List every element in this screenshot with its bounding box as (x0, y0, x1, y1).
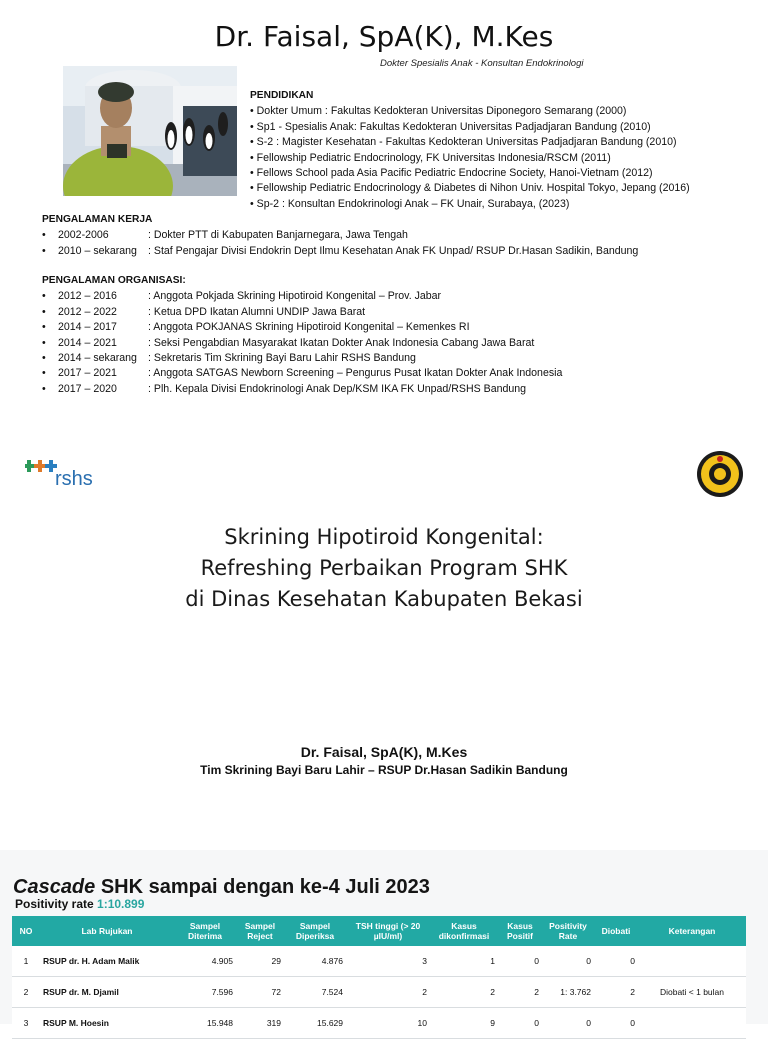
education-item: • Dokter Umum : Fakultas Kedokteran Universitas Diponegoro Semarang (2000) (250, 104, 760, 119)
title-line: Skrining Hipotiroid Kongenital: (224, 525, 544, 549)
org-text: : Anggota SATGAS Newborn Screening – Pengurus Pusat Ikatan Dokter Anak Indonesia (148, 367, 563, 380)
cell-treated: 0 (594, 1008, 638, 1039)
work-text: : Staf Pengajar Divisi Endokrin Dept Ilmu Kesehatan Anak FK Unpad/ RSUP Dr.Hasan Sadikin, Bandung (148, 244, 639, 257)
work-period: 2002-2006 (58, 229, 109, 242)
org-item: • 2014 – 2017 : Anggota POKJANAS Skrining Hipotiroid Kongenital – Kemenkes RI (42, 320, 742, 335)
col-header: TSH tinggi (> 20 µIU/ml) (346, 916, 430, 946)
unpad-seal (696, 450, 744, 498)
cell-reject: 29 (236, 946, 284, 977)
presentation-title (0, 522, 768, 615)
work-item: • 2002-2006 : Dokter PTT di Kabupaten Banjarnegara, Jawa Tengah (42, 228, 742, 243)
org-item: • 2014 – 2021 : Seksi Pengabdian Masyarakat Ikatan Dokter Anak Indonesia Cabang Jawa Barat (42, 336, 742, 351)
cell-lab: RSUP M. Hoesin (40, 1008, 174, 1039)
cell-received: 7.596 (174, 977, 236, 1008)
org-period: 2012 – 2016 (58, 290, 117, 303)
cell-tsh-high: 3 (346, 946, 430, 977)
education-heading: PENDIDIKAN (250, 90, 314, 101)
education-item: • Fellowship Pediatric Endocrinology, FK Universitas Indonesia/RSCM (2011) (250, 151, 760, 166)
col-header: Kasus Positif (498, 916, 542, 946)
presenter-team: Tim Skrining Bayi Baru Lahir – RSUP Dr.Hasan Sadikin Bandung (200, 763, 568, 777)
education-list (250, 104, 760, 212)
organization-heading: PENGALAMAN ORGANISASI: (42, 275, 186, 286)
org-text: : Anggota Pokjada Skrining Hipotiroid Kongenital – Prov. Jabar (148, 290, 442, 303)
table-header-row (12, 916, 746, 946)
cell-positive: 2 (498, 977, 542, 1008)
cell-confirmed: 1 (430, 946, 498, 977)
positivity-rate (15, 897, 144, 911)
cell-examined: 4.876 (284, 946, 346, 977)
cascade-table (12, 916, 746, 1039)
cell-notes: Diobati < 1 bulan (638, 977, 746, 1008)
portrait-photo (63, 66, 237, 196)
positivity-value: 1:10.899 (97, 897, 145, 911)
org-text: : Anggota POKJANAS Skrining Hipotiroid Kongenital – Kemenkes RI (148, 321, 470, 334)
education-item: • Fellowship Pediatric Endocrinology & Diabetes di Nihon Univ. Hospital Tokyo, Jepang (2016) (250, 181, 760, 196)
table-row (12, 977, 746, 1008)
title-italic: Cascade (13, 876, 96, 898)
cell-tsh-high: 2 (346, 977, 430, 1008)
cell-received: 15.948 (174, 1008, 236, 1039)
org-text: : Seksi Pengabdian Masyarakat Ikatan Dokter Anak Indonesia Cabang Jawa Barat (148, 336, 535, 349)
org-text: : Plh. Kepala Divisi Endokrinologi Anak Dep/KSM IKA FK Unpad/RSHS Bandung (148, 382, 527, 395)
cell-received: 4.905 (174, 946, 236, 977)
cell-treated: 0 (594, 946, 638, 977)
org-item: • 2017 – 2020 : Plh. Kepala Divisi Endokrinologi Anak Dep/KSM IKA FK Unpad/RSHS Bandung (42, 382, 742, 397)
cell-no: 2 (12, 977, 40, 1008)
col-header: Diobati (594, 916, 638, 946)
org-period: 2017 – 2020 (58, 382, 117, 395)
cell-lab: RSUP dr. M. Djamil (40, 977, 174, 1008)
col-header: Lab Rujukan (40, 916, 174, 946)
education-item: • Sp-2 : Konsultan Endokrinologi Anak – FK Unair, Surabaya, (2023) (250, 197, 760, 212)
cell-confirmed: 2 (430, 977, 498, 1008)
table-row (12, 1008, 746, 1039)
cell-treated: 2 (594, 977, 638, 1008)
title-line: di Dinas Kesehatan Kabupaten Bekasi (185, 587, 583, 611)
education-item: • Sp1 - Spesialis Anak: Fakultas Kedokteran Universitas Padjadjaran Bandung (2010) (250, 120, 760, 135)
org-text: : Sekretaris Tim Skrining Bayi Baru Lahir RSHS Bandung (148, 352, 416, 365)
cell-tsh-high: 10 (346, 1008, 430, 1039)
org-period: 2017 – 2021 (58, 367, 117, 380)
cell-notes (638, 946, 746, 977)
org-item: • 2014 – sekarang : Sekretaris Tim Skrining Bayi Baru Lahir RSHS Bandung (42, 351, 742, 366)
work-period: 2010 – sekarang (58, 244, 137, 257)
col-header: Sampel Reject (236, 916, 284, 946)
title-line: Refreshing Perbaikan Program SHK (200, 556, 568, 580)
col-header: Sampel Diperiksa (284, 916, 346, 946)
rshs-logo (25, 456, 115, 488)
cv-name: Dr. Faisal, SpA(K), M.Kes (214, 20, 554, 53)
education-item: • S-2 : Magister Kesehatan - Fakultas Kedokteran Universitas Padjadjaran Bandung (2010) (250, 135, 760, 150)
cell-positive: 0 (498, 1008, 542, 1039)
org-item: • 2012 – 2022 : Ketua DPD Ikatan Alumni UNDIP Jawa Barat (42, 305, 742, 320)
work-section (42, 212, 742, 259)
col-header: Sampel Diterima (174, 916, 236, 946)
rshs-logo-text: rshs (55, 468, 93, 488)
cell-examined: 15.629 (284, 1008, 346, 1039)
cell-reject: 72 (236, 977, 284, 1008)
col-header: Positivity Rate (542, 916, 594, 946)
cell-reject: 319 (236, 1008, 284, 1039)
education-item: • Fellows School pada Asia Pacific Pediatric Endocrine Society, Hanoi-Vietnam (2012) (250, 166, 760, 181)
org-period: 2014 – 2021 (58, 336, 117, 349)
org-item: • 2012 – 2016 : Anggota Pokjada Skrining Hipotiroid Kongenital – Prov. Jabar (42, 289, 742, 304)
org-period: 2014 – sekarang (58, 352, 137, 365)
cell-no: 1 (12, 946, 40, 977)
work-item: • 2010 – sekarang : Staf Pengajar Divisi Endokrin Dept Ilmu Kesehatan Anak FK Unpad/ RSUP Dr.Hasan Sadikin, Bandung (42, 244, 742, 259)
org-item: • 2017 – 2021 : Anggota SATGAS Newborn Screening – Pengurus Pusat Ikatan Dokter Anak Indonesia (42, 366, 742, 381)
org-period: 2014 – 2017 (58, 321, 117, 334)
organization-section (42, 273, 742, 397)
work-text: : Dokter PTT di Kabupaten Banjarnegara, Jawa Tengah (148, 229, 408, 242)
col-header: Kasus dikonfirmasi (430, 916, 498, 946)
org-period: 2012 – 2022 (58, 305, 117, 318)
col-header: Keterangan (638, 916, 746, 946)
cell-positivity-rate: 0 (542, 946, 594, 977)
cell-positivity-rate: 1: 3.762 (542, 977, 594, 1008)
title-rest: SHK sampai dengan ke-4 Juli 2023 (95, 876, 430, 898)
cell-no: 3 (12, 1008, 40, 1039)
cv-subtitle: Dokter Spesialis Anak - Konsultan Endokrinologi (380, 58, 584, 69)
education-section (250, 88, 760, 212)
work-heading: PENGALAMAN KERJA (42, 214, 153, 225)
cell-lab: RSUP dr. H. Adam Malik (40, 946, 174, 977)
cell-confirmed: 9 (430, 1008, 498, 1039)
positivity-label: Positivity rate (15, 897, 98, 911)
table-slide-title (13, 876, 430, 899)
table-row (12, 946, 746, 977)
cell-examined: 7.524 (284, 977, 346, 1008)
cell-positivity-rate: 0 (542, 1008, 594, 1039)
org-text: : Ketua DPD Ikatan Alumni UNDIP Jawa Barat (148, 305, 366, 318)
presenter-name: Dr. Faisal, SpA(K), M.Kes (300, 744, 468, 760)
cell-positive: 0 (498, 946, 542, 977)
cell-notes (638, 1008, 746, 1039)
col-header: NO (12, 916, 40, 946)
